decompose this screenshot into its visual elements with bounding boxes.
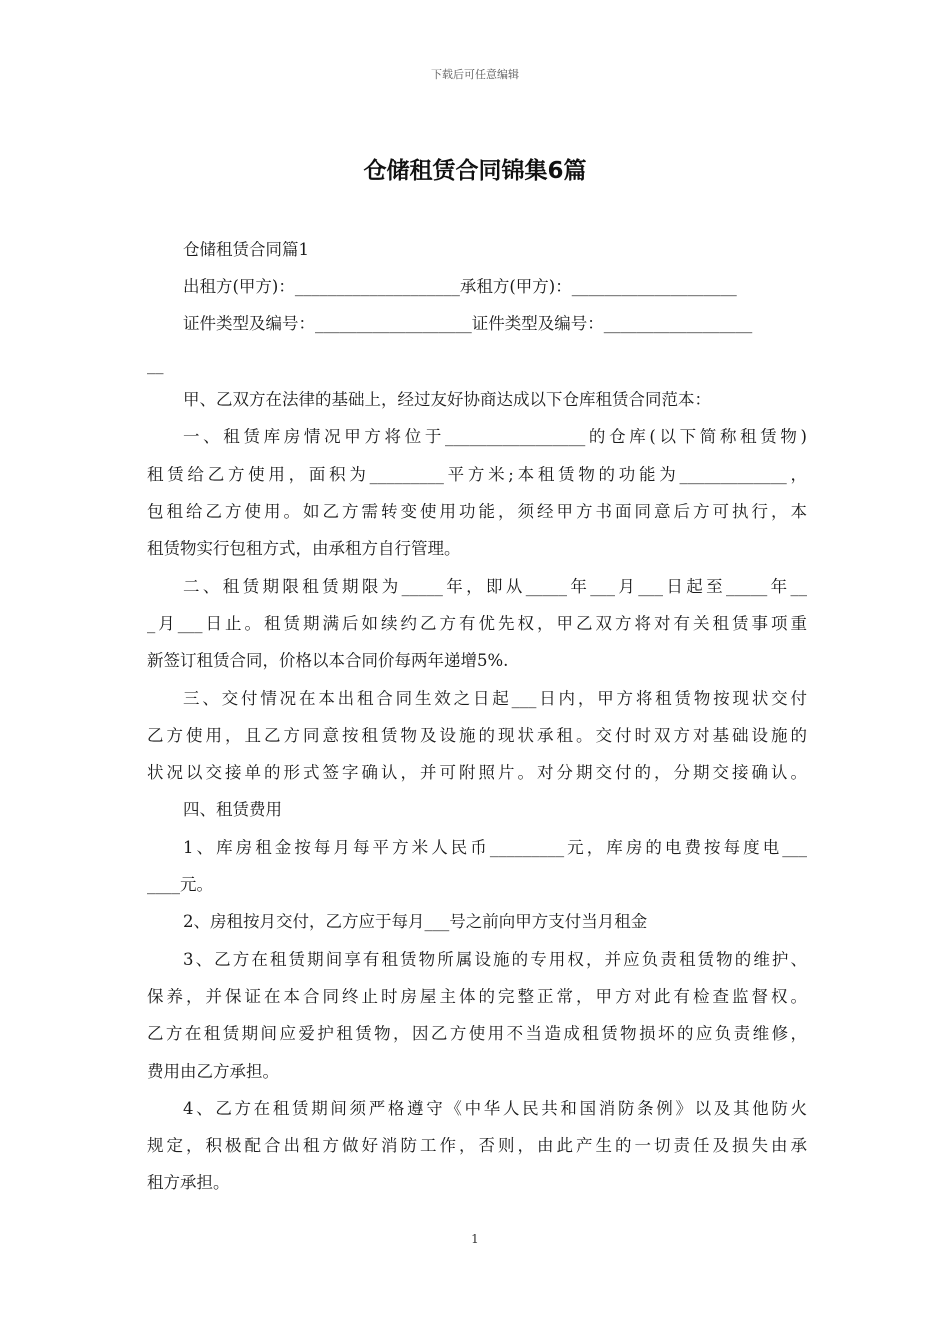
paragraph-line: 三、交付情况在本出租合同生效之日起___日内，甲方将租赁物按现状交付 [183, 689, 807, 708]
paragraph-line: 1、库房租金按每月每平方米人民币_________元，库房的电费按每度电___ [183, 838, 807, 857]
paragraph-line: 一、租赁库房情况甲方将位于_________________的仓库(以下简称租赁物) [183, 427, 807, 446]
paragraph-line: 状况以交接单的形式签字确认，并可附照片。对分期交付的，分期交接确认。 [147, 763, 807, 782]
paragraph-line: 4、乙方在租赁期间须严格遵守《中华人民共和国消防条例》以及其他防火 [183, 1099, 807, 1118]
page-number: 1 [471, 1232, 479, 1246]
paragraph-line: 四、租赁费用 [183, 800, 282, 819]
paragraph-line: 证件类型及编号：___________________证件类型及编号：__________________ [183, 314, 753, 333]
paragraph-line: 甲、乙双方在法律的基础上，经过友好协商达成以下仓库租赁合同范本： [183, 390, 711, 409]
document-title: 仓储租赁合同锦集6篇 [363, 158, 587, 184]
paragraph-line: ____元。 [147, 875, 213, 894]
paragraph-line: 规定，积极配合出租方做好消防工作，否则，由此产生的一切责任及损失由承 [147, 1136, 807, 1155]
paragraph-line: _月___日止。租赁期满后如续约乙方有优先权，甲乙双方将对有关租赁事项重 [147, 614, 807, 633]
paragraph-line: __ [147, 355, 164, 374]
paragraph-line: 乙方在租赁期间应爱护租赁物，因乙方使用不当造成租赁物损坏的应负责维修， [147, 1024, 807, 1043]
paragraph-line: 保养，并保证在本合同终止时房屋主体的完整正常，甲方对此有检查监督权。 [147, 987, 807, 1006]
paragraph-line: 仓储租赁合同篇1 [183, 240, 309, 259]
paragraph-line: 乙方使用，且乙方同意按租赁物及设施的现状承租。交付时双方对基础设施的 [147, 726, 807, 745]
header-note: 下载后可任意编辑 [431, 68, 519, 81]
paragraph-line: 租方承担。 [147, 1173, 230, 1192]
paragraph-line: 费用由乙方承担。 [147, 1062, 279, 1081]
paragraph-line: 租赁给乙方使用，面积为_________平方米;本租赁物的功能为_____________， [147, 465, 807, 484]
paragraph-line: 3、乙方在租赁期间享有租赁物所属设施的专用权，并应负责租赁物的维护、 [183, 950, 807, 969]
paragraph-line: 租赁物实行包租方式，由承租方自行管理。 [147, 539, 461, 558]
paragraph-line: 出租方(甲方)：____________________承租方(甲方)：____________________ [183, 277, 737, 296]
paragraph-line: 包租给乙方使用。如乙方需转变使用功能，须经甲方书面同意后方可执行，本 [147, 502, 807, 521]
paragraph-line: 二、租赁期限租赁期限为_____年，即从_____年___月___日起至_____年__ [183, 577, 807, 596]
paragraph-line: 2、房租按月交付，乙方应于每月___号之前向甲方支付当月租金 [183, 912, 648, 931]
paragraph-line: 新签订租赁合同，价格以本合同价每两年递增5%. [147, 651, 509, 670]
